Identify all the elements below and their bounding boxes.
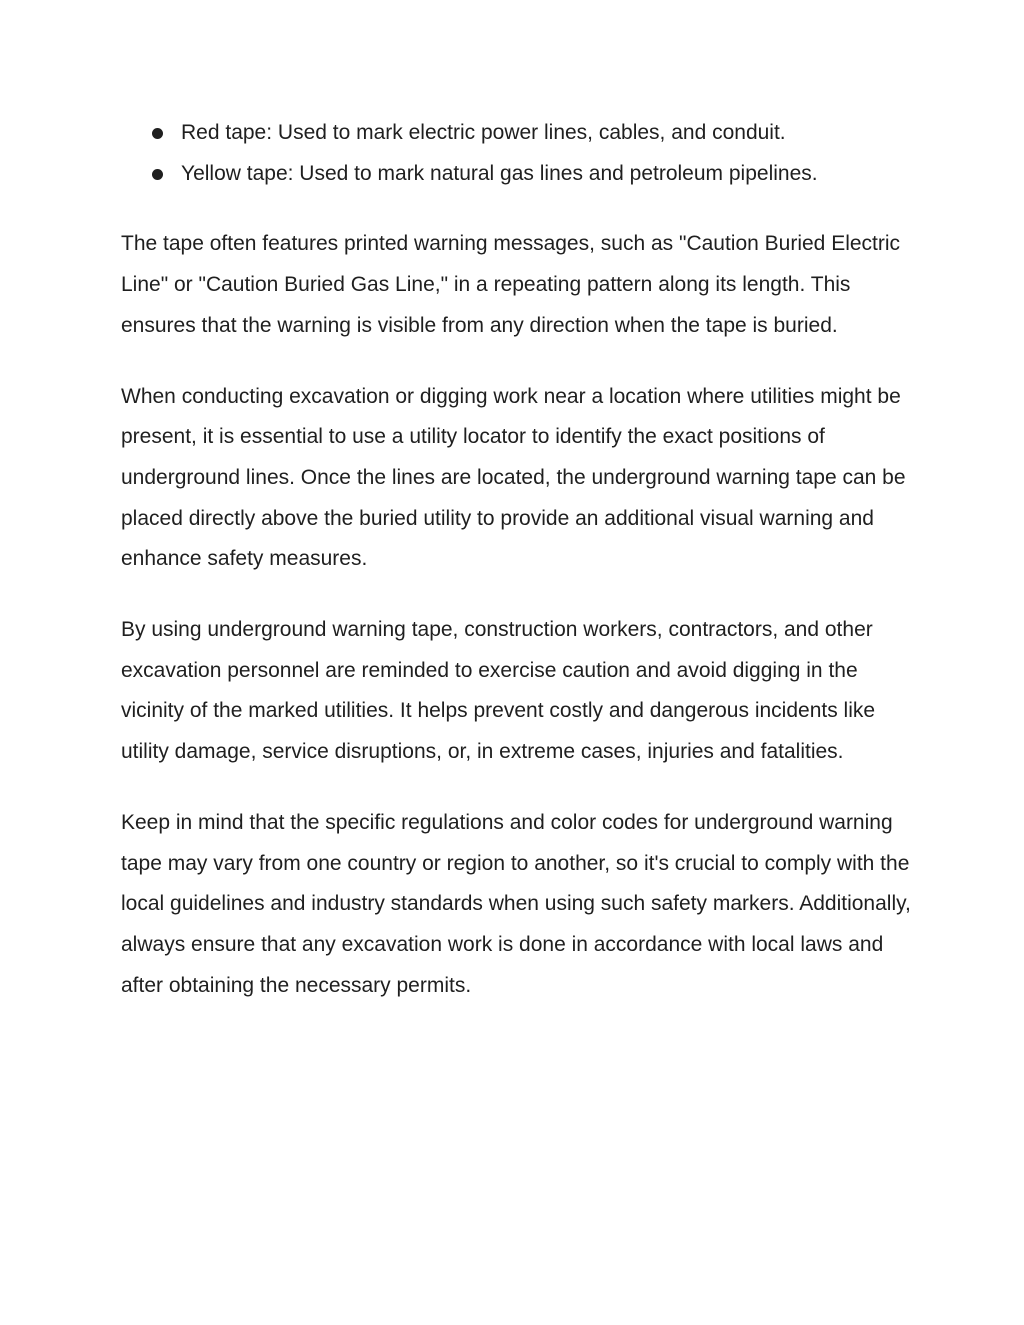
- bullet-text: Red tape: Used to mark electric power lines, cables, and conduit.: [181, 121, 786, 144]
- bullet-icon: [152, 169, 163, 180]
- paragraph: By using underground warning tape, construction workers, contractors, and other excavation personnel are reminded to exercise caution and avoid digging in the vicinity of the marked utilities. It helps prevent costly and dangerous incidents like utility damage, service disruptions, or, in extreme cases, injuries and fatalities.: [121, 618, 876, 764]
- document-body: [121, 113, 911, 1036]
- list-item: [121, 154, 911, 195]
- paragraph: When conducting excavation or digging work near a location where utilities might be present, it is essential to use a utility locator to identify the exact positions of underground lines. Once the lines are located, the underground warning tape can be placed directly above the buried utility to provide an additional visual warning and enhance safety measures.: [121, 384, 906, 571]
- bullet-text: Yellow tape: Used to mark natural gas lines and petroleum pipelines.: [181, 161, 818, 185]
- bullet-list: [121, 113, 911, 194]
- bullet-icon: [152, 128, 163, 139]
- list-item: [121, 113, 911, 154]
- paragraph: Keep in mind that the specific regulations and color codes for underground warning tape may vary from one country or region to another, so it's crucial to comply with the local guidelines and industry standards when using such safety markers. Additionally, always ensure that any excavation work is done in accordance with local laws and after obtaining the necessary permits.: [121, 810, 911, 997]
- paragraph: The tape often features printed warning messages, such as "Caution Buried Electric Line" or "Caution Buried Gas Line," in a repeating pattern along its length. This ensures that the warning is visible from any direction when the tape is buried.: [121, 232, 901, 337]
